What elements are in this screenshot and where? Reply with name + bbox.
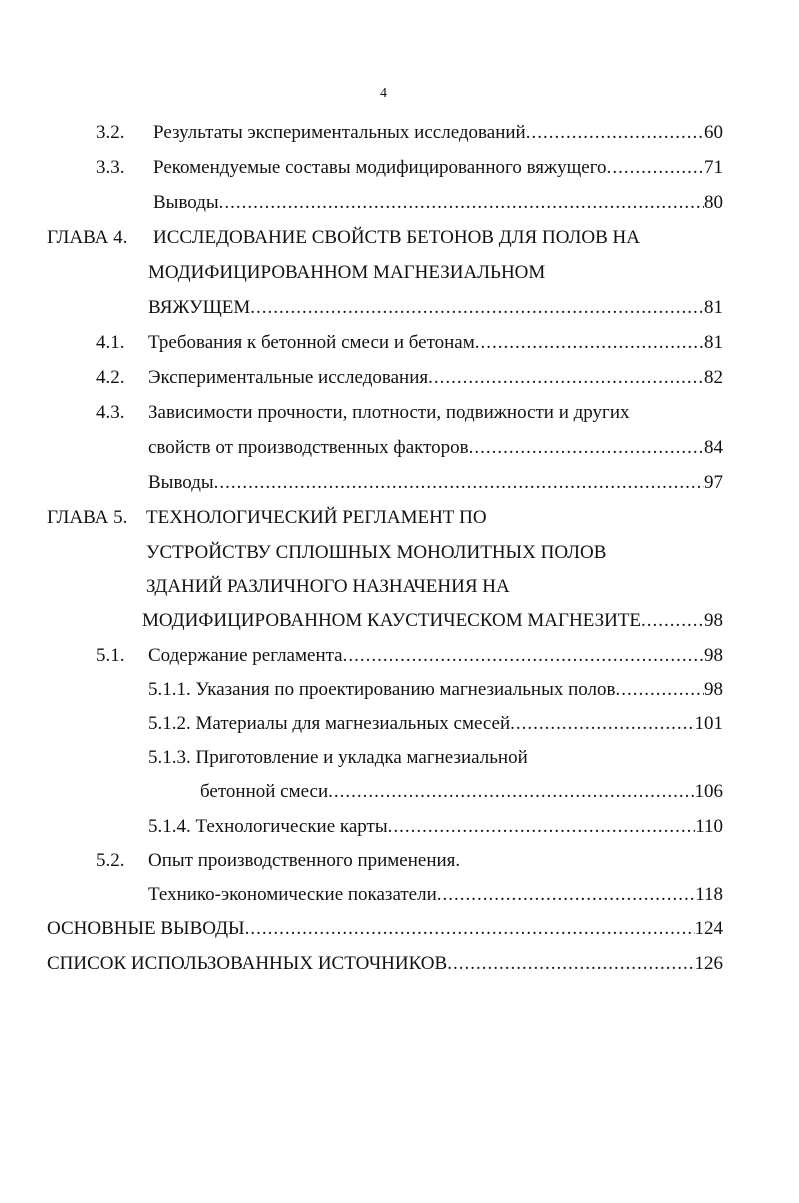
toc-entry-4-2 — [148, 365, 723, 391]
toc-entry-chapter-5 — [142, 608, 723, 634]
chapter-4-title-line1: ИССЛЕДОВАНИЕ СВОЙСТВ БЕТОНОВ ДЛЯ ПОЛОВ НА — [153, 227, 640, 248]
chapter-5-title-line2: УСТРОЙСТВУ СПЛОШНЫХ МОНОЛИТНЫХ ПОЛОВ — [146, 542, 607, 563]
chapter-4-label: ГЛАВА 4. — [47, 227, 128, 248]
toc-title: Выводы — [148, 472, 214, 493]
toc-title-line1: Зависимости прочности, плотности, подвижности и других — [148, 402, 630, 423]
toc-page-ref: 126 — [694, 953, 723, 974]
toc-page-ref: 84 — [704, 437, 723, 458]
toc-entry-5-1-2 — [148, 711, 723, 737]
toc-page-ref: 82 — [704, 367, 723, 388]
toc-num: 5.2. — [96, 850, 125, 871]
chapter-5-label: ГЛАВА 5. — [47, 507, 128, 528]
toc-title: бетонной смеси — [200, 781, 329, 802]
toc-entry-5-1-4 — [148, 814, 723, 840]
toc-title: Выводы — [153, 192, 219, 213]
toc-entry-5-1 — [148, 643, 723, 669]
toc-page-ref: 101 — [694, 713, 723, 734]
toc-page-ref: 81 — [704, 297, 723, 318]
toc-title: 5.1.4. Технологические карты — [148, 816, 388, 837]
toc-title: ОСНОВНЫЕ ВЫВОДЫ — [47, 918, 245, 939]
toc-entry-main-conclusions — [47, 916, 723, 942]
toc-num: 3.3. — [96, 157, 125, 178]
toc-page-ref: 118 — [695, 884, 723, 905]
toc-title-line1: Опыт производственного применения. — [148, 850, 461, 871]
toc-num: 4.1. — [96, 332, 125, 353]
toc-title: МОДИФИЦИРОВАННОМ КАУСТИЧЕСКОМ МАГНЕЗИТЕ — [142, 610, 642, 631]
toc-page-ref: 98 — [704, 645, 723, 666]
toc-page-ref: 98 — [704, 610, 723, 631]
toc-entry-5-1-3 — [200, 779, 723, 805]
toc-page-ref: 71 — [704, 157, 723, 178]
toc-entry-references — [47, 951, 723, 977]
toc-title: Рекомендуемые составы модифицированного вяжущего — [153, 157, 607, 178]
toc-page-ref: 97 — [704, 472, 723, 493]
toc-num: 3.2. — [96, 122, 125, 143]
toc-title: Экспериментальные исследования — [148, 367, 429, 388]
chapter-4-title-line2: МОДИФИЦИРОВАННОМ МАГНЕЗИАЛЬНОМ — [148, 262, 546, 283]
toc-title: 5.1.1. Указания по проектированию магнезиальных полов — [148, 679, 616, 700]
toc-num: 4.3. — [96, 402, 125, 423]
toc-page-ref: 60 — [704, 122, 723, 143]
toc-entry-4-3 — [148, 435, 723, 461]
page-number: 4 — [380, 86, 387, 101]
toc-entry-4-conclusions — [148, 470, 723, 496]
toc-title-line1: 5.1.3. Приготовление и укладка магнезиальной — [148, 747, 528, 768]
toc-page-ref: 110 — [695, 816, 723, 837]
toc-entry-3-conclusions — [153, 190, 723, 216]
toc-num: 4.2. — [96, 367, 125, 388]
toc-title: ВЯЖУЩЕМ — [148, 297, 251, 318]
chapter-5-title-line3: ЗДАНИЙ РАЗЛИЧНОГО НАЗНАЧЕНИЯ НА — [146, 576, 510, 597]
toc-page-ref: 124 — [694, 918, 723, 939]
toc-num: 5.1. — [96, 645, 125, 666]
toc-entry-5-2 — [148, 882, 723, 908]
toc-entry-chapter-4 — [148, 295, 723, 321]
toc-page-ref: 98 — [704, 679, 723, 700]
toc-title: свойств от производственных факторов — [148, 437, 469, 458]
toc-page-ref: 80 — [704, 192, 723, 213]
chapter-5-title-line1: ТЕХНОЛОГИЧЕСКИЙ РЕГЛАМЕНТ ПО — [146, 507, 487, 528]
toc-title: СПИСОК ИСПОЛЬЗОВАННЫХ ИСТОЧНИКОВ — [47, 953, 448, 974]
toc-title: Технико-экономические показатели — [148, 884, 437, 905]
toc-entry-4-1 — [148, 330, 723, 356]
toc-title: Требования к бетонной смеси и бетонам — [148, 332, 475, 353]
toc-page-ref: 106 — [694, 781, 723, 802]
toc-title: Содержание регламента — [148, 645, 343, 666]
toc-title: 5.1.2. Материалы для магнезиальных смесей — [148, 713, 511, 734]
toc-entry-5-1-1 — [148, 677, 723, 703]
toc-page-ref: 81 — [704, 332, 723, 353]
toc-entry-3-3 — [153, 155, 723, 181]
toc-entry-3-2 — [153, 120, 723, 146]
toc-title: Результаты экспериментальных исследований — [153, 122, 526, 143]
